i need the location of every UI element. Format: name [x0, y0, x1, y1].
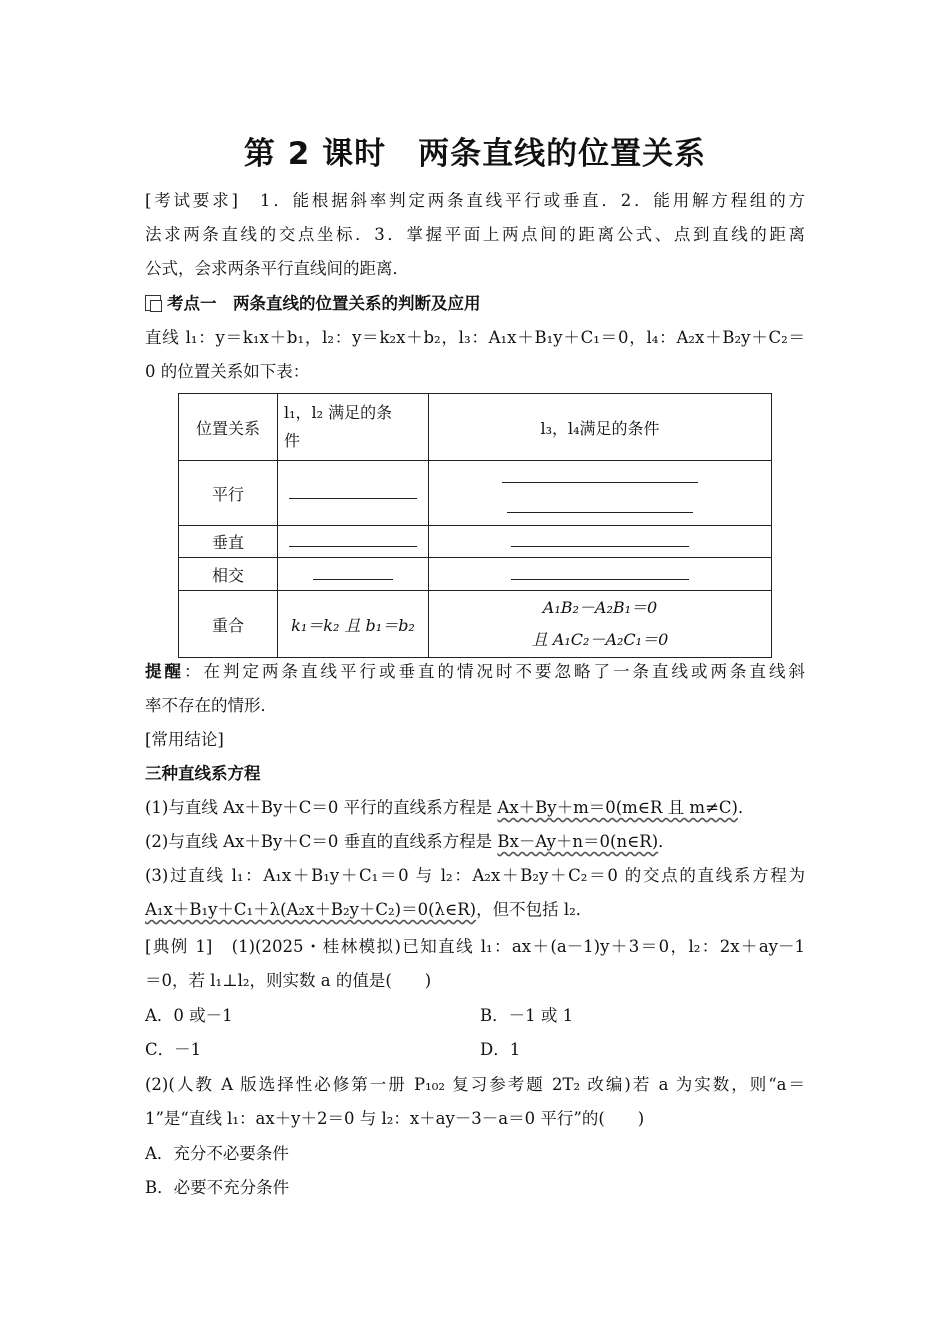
table-row	[179, 591, 772, 658]
row-name-parallel: 平行	[179, 461, 278, 526]
conclusion-item-3-line-1: (3)过直线 l₁：A₁x＋B₁y＋C₁＝0 与 l₂：A₂x＋B₂y＋C₂＝0 的交点的直线系方程为	[145, 866, 805, 885]
conclusion-item-2-prefix: (2)与直线 Ax＋By＋C＝0 垂直的直线系方程是	[145, 832, 498, 851]
conclusion-item-3-line-2	[145, 898, 805, 922]
conclusion-item-1-prefix: (1)与直线 Ax＋By＋C＝0 平行的直线系方程是	[145, 798, 498, 817]
header-l1l2-line-1: l₁，l₂ 满足的条	[284, 403, 393, 422]
example-q2-line-1: (2)(人教 A 版选择性必修第一册 P₁₀₂ 复习参考题 2T₂ 改编)若 a 为实数，则“a＝	[145, 1075, 805, 1094]
row-name-perpendicular: 垂直	[179, 526, 278, 558]
example-q1-line-2: ＝0，若 l₁⊥l₂，则实数 a 的值是( )	[145, 971, 432, 990]
answer-blank[interactable]	[289, 484, 417, 499]
conclusion-item-2-formula: Bx－Ay＋n＝0(n∈R)	[497, 832, 659, 851]
reminder-line-1	[145, 660, 805, 684]
table-header-row	[179, 394, 772, 461]
coincide-condition-line-1: A₁B₂－A₂B₁＝0	[542, 598, 658, 617]
blank-cell	[278, 461, 429, 526]
reminder-line-2: 率不存在的情形．	[145, 696, 277, 715]
answer-blank[interactable]	[511, 532, 689, 547]
exam-requirements-text-1: 1．能根据斜率判定两条直线平行或垂直．2．能用解方程组的方	[260, 191, 806, 210]
answer-blank[interactable]	[511, 565, 689, 580]
coincide-l1l2-condition: k₁＝k₂ 且 b₁＝b₂	[278, 591, 429, 658]
option-b[interactable]: B．必要不充分条件	[145, 1178, 290, 1197]
option-c[interactable]: C．－1	[145, 1040, 202, 1059]
coincide-condition-line-2: 且 A₁C₂－A₂C₁＝0	[531, 630, 669, 649]
option-b[interactable]: B．－1 或 1	[480, 1006, 574, 1025]
coincide-l3l4-condition	[429, 591, 772, 658]
page-title: 第 2 课时 两条直线的位置关系	[243, 136, 707, 172]
conclusion-item-1-suffix: ．	[737, 798, 755, 817]
blank-cell	[278, 558, 429, 591]
exam-requirements-line-3: 公式，会求两条平行直线间的距离．	[145, 259, 409, 278]
exam-requirements-line-2: 法求两条直线的交点坐标．3．掌握平面上两点间的距离公式、点到直线的距离	[145, 225, 805, 244]
section-marker-icon	[145, 295, 161, 311]
blank-cell	[278, 526, 429, 558]
table-row	[179, 461, 772, 526]
intro-line-1: 直线 l₁：y＝k₁x＋b₁，l₂：y＝k₂x＋b₂，l₃：A₁x＋B₁y＋C₁＝0，l₄：A₂x＋B₂y＋C₂＝	[145, 328, 805, 347]
conclusion-item-1	[145, 796, 805, 820]
section-heading	[145, 292, 805, 316]
position-relation-table	[178, 393, 772, 658]
blank-cell	[429, 558, 772, 591]
intro-line-2: 0 的位置关系如下表：	[145, 362, 310, 381]
answer-blank[interactable]	[289, 532, 417, 547]
blank-cell	[429, 526, 772, 558]
answer-blank[interactable]	[507, 498, 693, 513]
exam-requirements-line-1	[145, 189, 805, 213]
answer-blank[interactable]	[313, 565, 393, 580]
header-l1l2	[278, 394, 429, 461]
row-name-coincide: 重合	[179, 591, 278, 658]
blank-cell	[429, 461, 772, 526]
conclusion-item-3-formula: A₁x＋B₁y＋C₁＋λ(A₂x＋B₂y＋C₂)＝0(λ∈R)	[145, 900, 477, 919]
conclusion-item-2-suffix: ．	[658, 832, 675, 851]
exam-requirements-label: [考试要求]	[145, 191, 238, 210]
conclusion-item-2	[145, 830, 805, 854]
common-conclusions-subtitle: 三种直线系方程	[145, 764, 261, 783]
header-l1l2-line-2: 件	[284, 431, 301, 450]
reminder-text-1: ：在判定两条直线平行或垂直的情况时不要忽略了一条直线或两条直线斜	[184, 662, 805, 681]
option-a[interactable]: A．充分不必要条件	[145, 1144, 289, 1163]
header-relation: 位置关系	[179, 394, 278, 461]
row-name-intersect: 相交	[179, 558, 278, 591]
example-q2-line-2: 1”是“直线 l₁：ax＋y＋2＝0 与 l₂：x＋ay－3－a＝0 平行”的( )	[145, 1109, 645, 1128]
conclusion-item-1-formula: Ax＋By＋m＝0(m∈R 且 m≠C)	[497, 798, 738, 817]
conclusion-item-3-suffix: ，但不包括 l₂．	[476, 900, 593, 919]
example-label: [典例 1]	[145, 937, 213, 956]
example-q1-line-1	[145, 935, 805, 959]
common-conclusions-label: [常用结论]	[145, 730, 224, 749]
reminder-label: 提醒	[145, 662, 184, 681]
option-a[interactable]: A．0 或－1	[145, 1006, 233, 1025]
option-d[interactable]: D．1	[480, 1040, 521, 1059]
header-l3l4: l₃，l₄满足的条件	[429, 394, 772, 461]
table-row	[179, 558, 772, 591]
answer-blank[interactable]	[502, 468, 698, 483]
section-title: 考点一 两条直线的位置关系的判断及应用	[167, 294, 481, 313]
table-row	[179, 526, 772, 558]
example-q1-text-1: (1)(2025・桂林模拟)已知直线 l₁：ax＋(a－1)y＋3＝0，l₂：2x＋ay－1	[212, 937, 805, 956]
